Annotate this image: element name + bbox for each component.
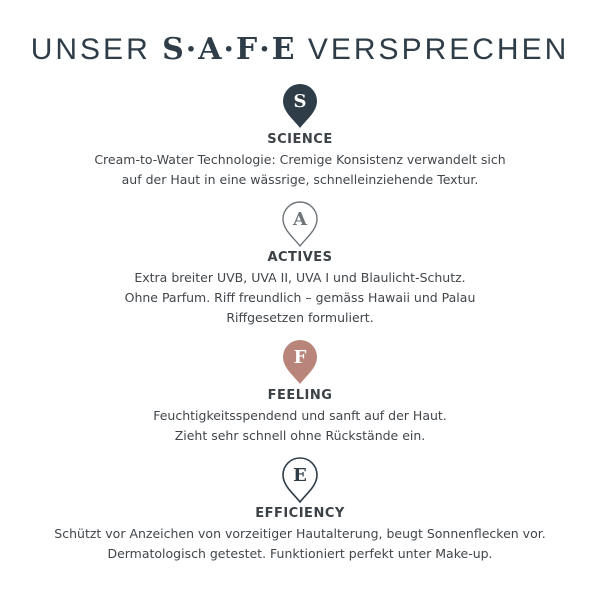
headline-suffix: VERSPRECHEN [307,33,570,66]
pin-letter: F [293,347,307,368]
page-headline [0,30,600,70]
headline-brand: S·A·F·E [162,32,297,67]
section-feeling [0,338,600,446]
map-pin-outline-icon [280,200,320,248]
pin-letter: A [293,209,307,230]
headline-prefix: UNSER [30,33,151,66]
description-line: Extra breiter UVB, UVA II, UVA I und Blaulicht-Schutz. [134,270,466,285]
section-title: SCIENCE [267,132,333,147]
description-line: Ohne Parfum. Riff freundlich – gemäss Hawaii und Palau [124,290,476,305]
section-description [0,406,600,446]
section-description [0,150,600,190]
description-line: Riffgesetzen formuliert. [226,310,374,325]
map-pin-filled-rose-icon [280,338,320,386]
section-title: EFFICIENCY [255,506,345,521]
pin-letter: S [293,91,307,112]
description-line: Zieht sehr schnell ohne Rückstände ein. [174,428,426,443]
pin-letter: E [293,465,307,486]
description-line: Schützt vor Anzeichen von vorzeitiger Hautalterung, beugt Sonnenflecken vor. [54,526,546,541]
description-line: Dermatologisch getestet. Funktioniert perfekt unter Make-up. [107,546,493,561]
map-pin-outline-dark-icon [280,456,320,504]
section-title: ACTIVES [267,250,333,265]
section-actives [0,200,600,328]
section-title: FEELING [267,388,333,403]
description-line: Feuchtigkeitsspendend und sanft auf der Haut. [153,408,447,423]
section-efficiency [0,456,600,564]
description-line: auf der Haut in eine wässrige, schnelleinziehende Textur. [121,172,479,187]
section-science [0,82,600,190]
description-line: Cream-to-Water Technologie: Cremige Konsistenz verwandelt sich [94,152,506,167]
section-description [0,268,600,328]
map-pin-filled-dark-icon [280,82,320,130]
section-description [0,524,600,564]
